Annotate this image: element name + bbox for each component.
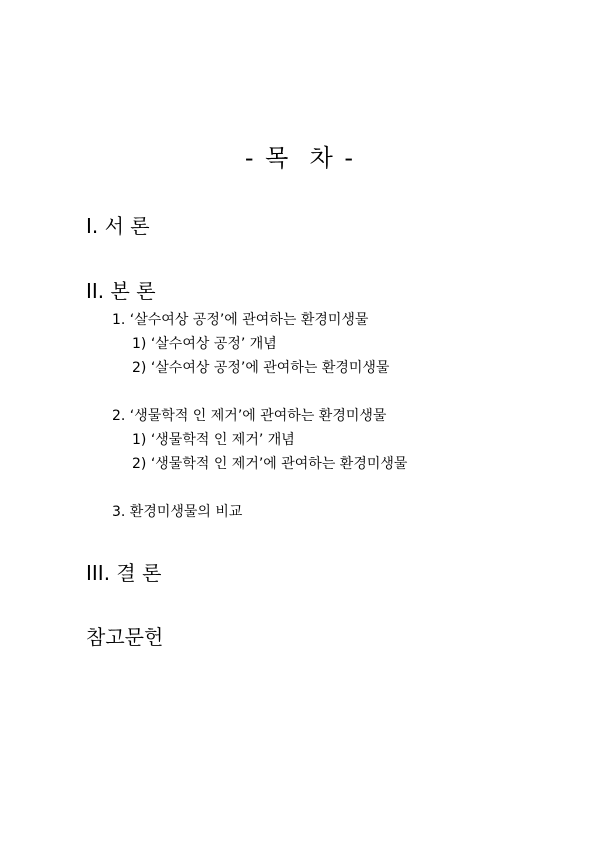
toc-item-1: 1. ‘살수여상 공정’에 관여하는 환경미생물 <box>112 312 369 328</box>
toc-item-2-1: 1) ‘생물학적 인 제거’ 개념 <box>132 432 295 448</box>
toc-item-2-2: 2) ‘생물학적 인 제거’에 관여하는 환경미생물 <box>132 456 408 472</box>
toc-item-2: 2. ‘생물학적 인 제거’에 관여하는 환경미생물 <box>112 408 387 424</box>
toc-item-3: 3. 환경미생물의 비교 <box>112 504 243 520</box>
toc-item-1-2: 2) ‘살수여상 공정’에 관여하는 환경미생물 <box>132 360 390 376</box>
section-references: 참고문헌 <box>86 625 164 649</box>
toc-item-1-1: 1) ‘살수여상 공정’ 개념 <box>132 336 277 352</box>
section-intro: I. 서 론 <box>86 214 150 238</box>
section-body: II. 본 론 <box>86 279 156 303</box>
section-conclusion: III. 결 론 <box>86 561 162 585</box>
toc-title: - 목 차 - <box>244 144 356 172</box>
